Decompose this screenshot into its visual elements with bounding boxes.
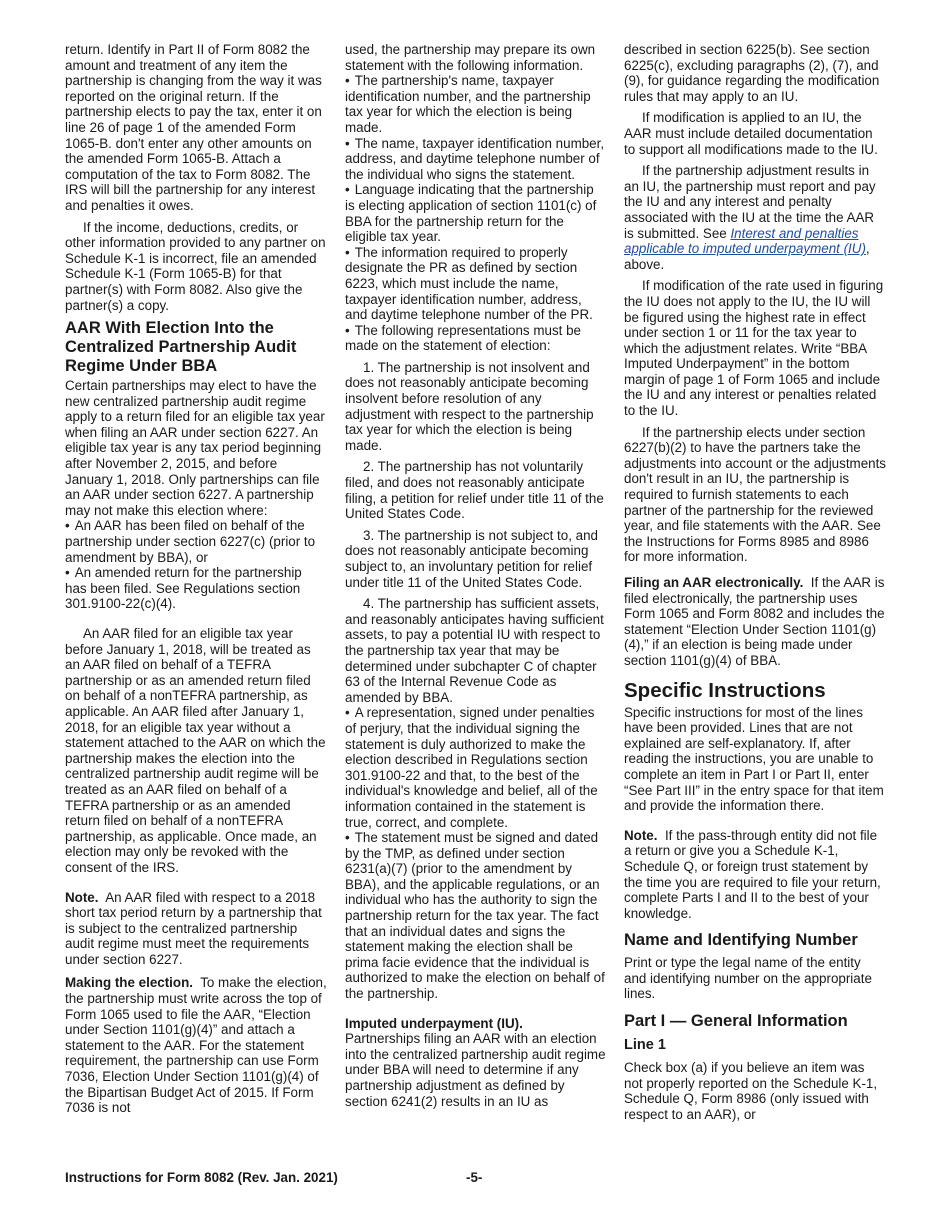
paragraph-text: To make the election, the partnership must write across the top of Form 1065 used to file the AAR, “Election under Section 1101(g)(4)” and attach a statement to the AAR. For the statement requirement, the partnership can use Form 7036, Election Under Section 1101(g)(4) of the Bipartisan Budget Act of 2015. If Form 7036 is not	[65, 975, 327, 1116]
column-3	[624, 42, 886, 1128]
note-text: An AAR filed with respect to a 2018 short tax period return by a partnership that is subject to the centralized partnership audit regime must meet the requirements under section 6227.	[65, 889, 322, 967]
section-heading-aar-election: AAR With Election Into the Centralized Partnership Audit Regime Under BBA	[65, 319, 297, 376]
bullet-item: • The partnership's name, taxpayer identification number, and the partnership tax year for which the election is being made.	[345, 73, 607, 135]
bullet-item: • The following representations must be made on the statement of election:	[345, 323, 607, 354]
bullet-item: • The information required to properly designate the PR as defined by section 6223, which must include the name, taxpayer identification number, address, and daytime telephone number of the PR.	[345, 245, 607, 323]
section-heading-specific-instructions: Specific Instructions	[624, 678, 826, 702]
interest-penalties-link[interactable]: Interest and penalties applicable to imputed underpayment (IU)	[624, 225, 866, 257]
note-text: If the pass-through entity did not file a return or give you a Schedule K-1, Schedule Q, or foreign trust statement by the time you are required to file your return, complete Parts I and II to the best of your knowledge.	[624, 827, 881, 921]
paragraph: return. Identify in Part II of Form 8082 the amount and treatment of any item the partnership is changing from the way it was reported on the original return. If the partnership elects to pay the tax, enter it on line 26 of page 1 of the amended Form 1065-B. don't enter any other amounts on the amended Form 1065-B. Attach a computation of the tax to Form 8082. The IRS will bill the partnership for any interest and penalties it owes.	[65, 42, 322, 213]
bullet-item: • A representation, signed under penalties of perjury, that the individual signing the statement is duly authorized to make the election described in Regulations section 301.9100-22 and that, to the best of the individual's knowledge and belief, all of the information contained in the statement is true, correct, and complete.	[345, 705, 607, 830]
note-label: Note.	[65, 889, 99, 905]
note-paragraph	[624, 828, 886, 922]
paragraph: Check box (a) if you believe an item was not properly reported on the Schedule K-1, Schedule Q, Form 8986 (only issued with respect to an AAR), or	[624, 1060, 878, 1122]
paragraph-text: If the partnership adjustment results in an IU, the partnership must report and pay the IU and any interest and penalty associated with the IU at the time the AAR is submitted. See	[624, 163, 876, 241]
column-2	[345, 42, 607, 1115]
column-1	[65, 42, 327, 1122]
subheading-line-1: Line 1	[624, 1037, 666, 1054]
note-paragraph	[65, 890, 327, 968]
paragraph-text: If the AAR is filed electronically, the partnership uses Form 1065 and Form 8082 and includes the statement “Election Under Section 1101(g)(4),” if an election is being made under section 1101(g)(4) of BBA.	[624, 575, 885, 668]
imputed-underpayment-paragraph	[345, 1016, 607, 1110]
paragraph: Print or type the legal name of the entity and identifying number on the appropriate lines.	[624, 955, 872, 1002]
paragraph: If the income, deductions, credits, or other information provided to any partner on Schedule K-1 is incorrect, file an amended Schedule K-1 (Form 1065-B) for that partner(s) with Form 8082. Also give the partner(s) a copy.	[65, 219, 326, 313]
paragraph: If modification is applied to an IU, the AAR must include detailed documentation to support all modifications made to the IU.	[624, 110, 878, 157]
bullet-item: • An AAR has been filed on behalf of the partnership under section 6227(c) (prior to amendment by BBA), or	[65, 518, 327, 565]
making-election-paragraph	[65, 975, 327, 1115]
paragraph-with-link	[624, 163, 886, 272]
paragraph-text: , above.	[624, 241, 870, 272]
paragraph: If the partnership elects under section 6227(b)(2) to have the partners take the adjustments into account or the adjustments don't result in an IU, the partnership is required to furnish statements to each partner of the partnership for the reviewed year, and file statements with the AAR. See the Instructions for Forms 8985 and 8986 for more information.	[624, 424, 887, 565]
footer-title: Instructions for Form 8082 (Rev. Jan. 2021)	[65, 1170, 338, 1185]
numbered-item: 1. The partnership is not insolvent and does not reasonably anticipate becoming insolvent before resolution of any adjustment with respect to the partnership tax year for which the election is being made.	[345, 359, 594, 453]
section-heading-name-identifying-number: Name and Identifying Number	[624, 931, 858, 950]
run-in-heading: Making the election.	[65, 975, 193, 991]
paragraph: If modification of the rate used in figuring the IU does not apply to the IU, the IU will be figured using the highest rate in effect under section 1 or 11 for the tax year to which the adjustment relates. Write “BBA Imputed Underpayment” in the bottom margin of page 1 of Form 1065 and include the IU and any interest or penalties related to the IU.	[624, 278, 884, 419]
page-number: -5-	[466, 1170, 483, 1185]
note-label: Note.	[624, 827, 658, 843]
paragraph-text: Partnerships filing an AAR with an election into the centralized partnership audit regime under BBA will need to determine if any partnership adjustment as defined by section 6241(2) results in an IU as	[345, 1031, 606, 1109]
numbered-item: 2. The partnership has not voluntarily filed, and does not reasonably anticipate filing, a petition for relief under title 11 of the United States Code.	[345, 459, 604, 522]
bullet-item: • The name, taxpayer identification number, address, and daytime telephone number of the individual who signs the statement.	[345, 136, 607, 183]
section-heading-part-1: Part I — General Information	[624, 1012, 848, 1031]
numbered-item: 3. The partnership is not subject to, and does not reasonably anticipate becoming subject to, an involuntary petition for relief under title 11 of the United States Code.	[345, 527, 598, 590]
bullet-item: • Language indicating that the partnership is electing application of section 1101(c) of BBA for the partnership return for the eligible tax year.	[345, 182, 607, 244]
run-in-heading: Imputed underpayment (IU).	[345, 1015, 523, 1031]
paragraph: An AAR filed for an eligible tax year before January 1, 2018, will be treated as an AAR filed on behalf of a TEFRA partnership or as an amended return filed on behalf of a nonTEFRA partnership, as applicable. An AAR filed after January 1, 2018, for an eligible tax year without a statement attached to the AAR on which the partnership makes the election into the centralized partnership audit regime will be treated as an AAR filed on behalf of a TEFRA partnership or as an amended return filed on behalf of a nonTEFRA partnership, as applicable. Once made, an election may only be revoked with the consent of the IRS.	[65, 626, 326, 875]
bullet-item: • An amended return for the partnership has been filed. See Regulations section 301.9100-22(c)(4).	[65, 565, 327, 612]
paragraph: Certain partnerships may elect to have the new centralized partnership audit regime apply to a return filed for an eligible tax year when filing an AAR under section 6227. An eligible tax year is any tax period beginning after November 2, 2015, and before January 1, 2018. Only partnerships can file an AAR under section 6227. A partnership may not make this election where:	[65, 378, 325, 518]
paragraph: described in section 6225(b). See section 6225(c), excluding paragraphs (2), (7), and (9), for guidance regarding the modification rules that may apply to an IU.	[624, 42, 880, 104]
numbered-item: 4. The partnership has sufficient assets, and reasonably anticipates having sufficient assets, to pay a potential IU with respect to the partnership tax year that may be determined under subchapter C of chapter 63 of the Internal Revenue Code as amended by BBA.	[345, 596, 604, 705]
paragraph: Specific instructions for most of the lines have been provided. Lines that are not explained are self-explanatory. If, after reading the instructions, you are unable to complete an item in Part I or Part II, enter “See Part III” in the entry space for that item and provide the information there.	[624, 704, 884, 814]
bullet-item: • The statement must be signed and dated by the TMP, as defined under section 6231(a)(7) (prior to the amendment by BBA), and the applicable regulations, or an individual who has the authority to sign the partnership return for the tax year. The fact that an individual dates and signs the statement making the election shall be prima facie evidence that the individual is authorized to make the election on behalf of the partnership.	[345, 830, 607, 1002]
paragraph: used, the partnership may prepare its own statement with the following information.	[345, 42, 596, 73]
run-in-heading: Filing an AAR electronically.	[624, 575, 804, 590]
filing-electronically-paragraph	[624, 575, 886, 669]
